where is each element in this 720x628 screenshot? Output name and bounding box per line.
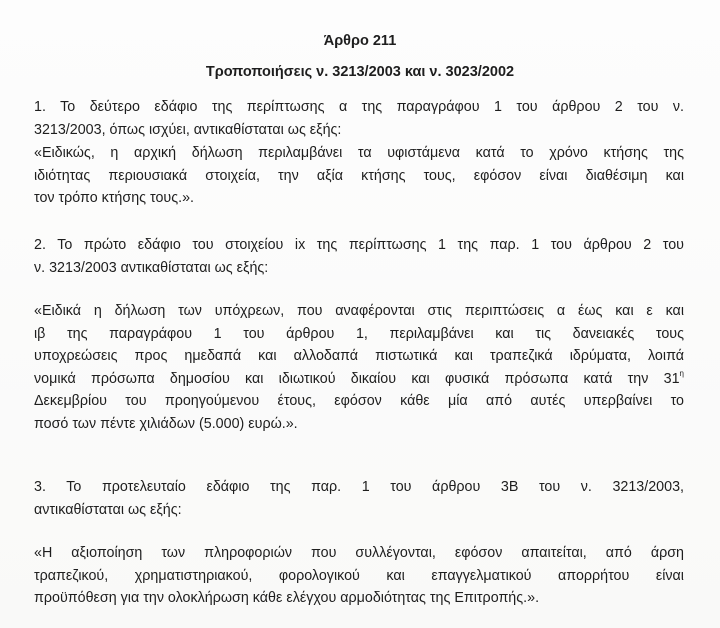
quote-line-text: νομικά πρόσωπα δημοσίου και ιδιωτικού δικαίου και φυσικά πρόσωπα κατά την 31: [34, 370, 680, 387]
quote-line: ιδιότητας περιουσιακά στοιχεία, την αξία κτήσης τους, εφόσον είναι διαθέσιμη και: [34, 167, 684, 184]
quote-line: Δεκεμβρίου του προηγούμενου έτους, εφόσον κάθε μία από αυτές υπερβαίνει το: [34, 393, 684, 410]
ordinal-superscript: η: [679, 368, 684, 378]
quote-line: ιβ της παραγράφου 1 του άρθρου 1, περιλαμβάνει και τις δανειακές τους: [34, 325, 684, 342]
quote-line: τον τρόπο κτήσης τους.».: [34, 190, 195, 207]
quote-line: «Ειδικώς, η αρχική δήλωση περιλαμβάνει τα υφιστάμενα κατά το χρόνο κτήσης της: [34, 145, 684, 161]
quote-2: [34, 300, 684, 436]
quote-line-with-superscript: [34, 368, 684, 391]
quote-line: ποσό των πέντε χιλιάδων (5.000) ευρώ.».: [34, 415, 298, 432]
quote-3: [34, 542, 684, 610]
article-subtitle: Τροποποιήσεις ν. 3213/2003 και ν. 3023/2002: [205, 64, 515, 80]
paragraph-1: [34, 96, 684, 141]
quote-line: «Η αξιοποίηση των πληροφοριών που συλλέγονται, εφόσον απαιτείται, από άρση: [34, 545, 684, 561]
paragraph-line: ν. 3213/2003 αντικαθίσταται ως εξής:: [34, 259, 269, 276]
paragraph-line: 1. Το δεύτερο εδάφιο της περίπτωσης α της παραγράφου 1 του άρθρου 2 του ν.: [34, 99, 684, 115]
article-title: Άρθρο 211: [323, 33, 397, 49]
quote-line: τραπεζικού, χρηματιστηριακού, φορολογικού και επαγγελματικού απορρήτου είναι: [34, 567, 684, 584]
paragraph-line: 3213/2003, όπως ισχύει, αντικαθίσταται ως εξής:: [34, 121, 342, 138]
quote-1: [34, 142, 684, 210]
quote-line: «Ειδικά η δήλωση των υπόχρεων, που αναφέρονται στις περιπτώσεις α έως και ε και: [34, 303, 684, 319]
paragraph-3: [34, 476, 684, 521]
paragraph-2: [34, 234, 684, 279]
paragraph-line: 3. Το προτελευταίο εδάφιο της παρ. 1 του άρθρου 3Β του ν. 3213/2003,: [34, 479, 684, 495]
quote-line: υποχρεώσεις προς ημεδαπά και αλλοδαπά πιστωτικά και τραπεζικά ιδρύματα, λοιπά: [34, 348, 684, 365]
paragraph-line: 2. Το πρώτο εδάφιο του στοιχείου ix της περίπτωσης 1 της παρ. 1 του άρθρου 2 του: [34, 237, 684, 253]
quote-line: προϋπόθεση για την ολοκλήρωση κάθε ελέγχου αρμοδιότητας της Επιτροπής.».: [34, 590, 540, 607]
paragraph-line: αντικαθίσταται ως εξής:: [34, 501, 182, 518]
